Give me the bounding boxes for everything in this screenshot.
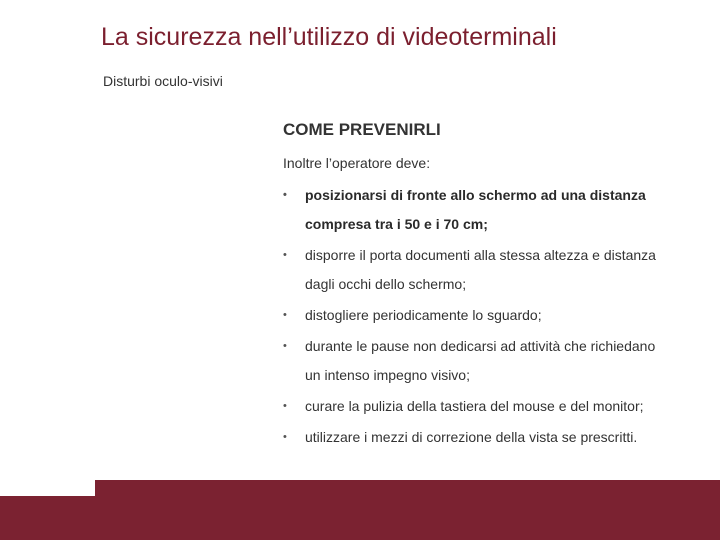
list-item-text: utilizzare i mezzi di correzione della vista se prescritti. bbox=[305, 429, 638, 445]
footer-notch bbox=[0, 480, 95, 496]
list-item-text: dagli occhi dello schermo; bbox=[305, 276, 467, 292]
content-area bbox=[283, 118, 713, 454]
list-item bbox=[283, 332, 713, 390]
list-item bbox=[283, 241, 713, 299]
list-item bbox=[283, 392, 713, 421]
list-item-text: durante le pause non dedicarsi ad attività che richiedano bbox=[305, 338, 656, 354]
list-item-text: distogliere periodicamente lo sguardo; bbox=[305, 307, 542, 323]
bullet-icon: • bbox=[283, 189, 287, 201]
slide-subtitle: Disturbi oculo-visivi bbox=[103, 73, 223, 89]
prevention-list bbox=[283, 181, 713, 452]
list-item-text: posizionarsi di fronte allo schermo ad una distanza bbox=[305, 187, 646, 203]
bullet-icon: • bbox=[283, 249, 287, 261]
footer-band bbox=[0, 480, 720, 540]
bullet-icon: • bbox=[283, 340, 287, 352]
bullet-icon: • bbox=[283, 431, 287, 443]
intro-text: Inoltre l’operatore deve: bbox=[283, 155, 431, 171]
list-item bbox=[283, 301, 713, 330]
list-item-text: compresa tra i 50 e i 70 cm; bbox=[305, 216, 488, 232]
list-item-text: disporre il porta documenti alla stessa altezza e distanza bbox=[305, 247, 656, 263]
list-item-text: un intenso impegno visivo; bbox=[305, 367, 470, 383]
list-item bbox=[283, 181, 713, 239]
slide-title: La sicurezza nell’utilizzo di videoterminali bbox=[101, 23, 557, 51]
list-item bbox=[283, 423, 713, 452]
section-heading: COME PREVENIRLI bbox=[283, 120, 441, 139]
bullet-icon: • bbox=[283, 400, 287, 412]
bullet-icon: • bbox=[283, 309, 287, 321]
list-item-text: curare la pulizia della tastiera del mouse e del monitor; bbox=[305, 398, 644, 414]
